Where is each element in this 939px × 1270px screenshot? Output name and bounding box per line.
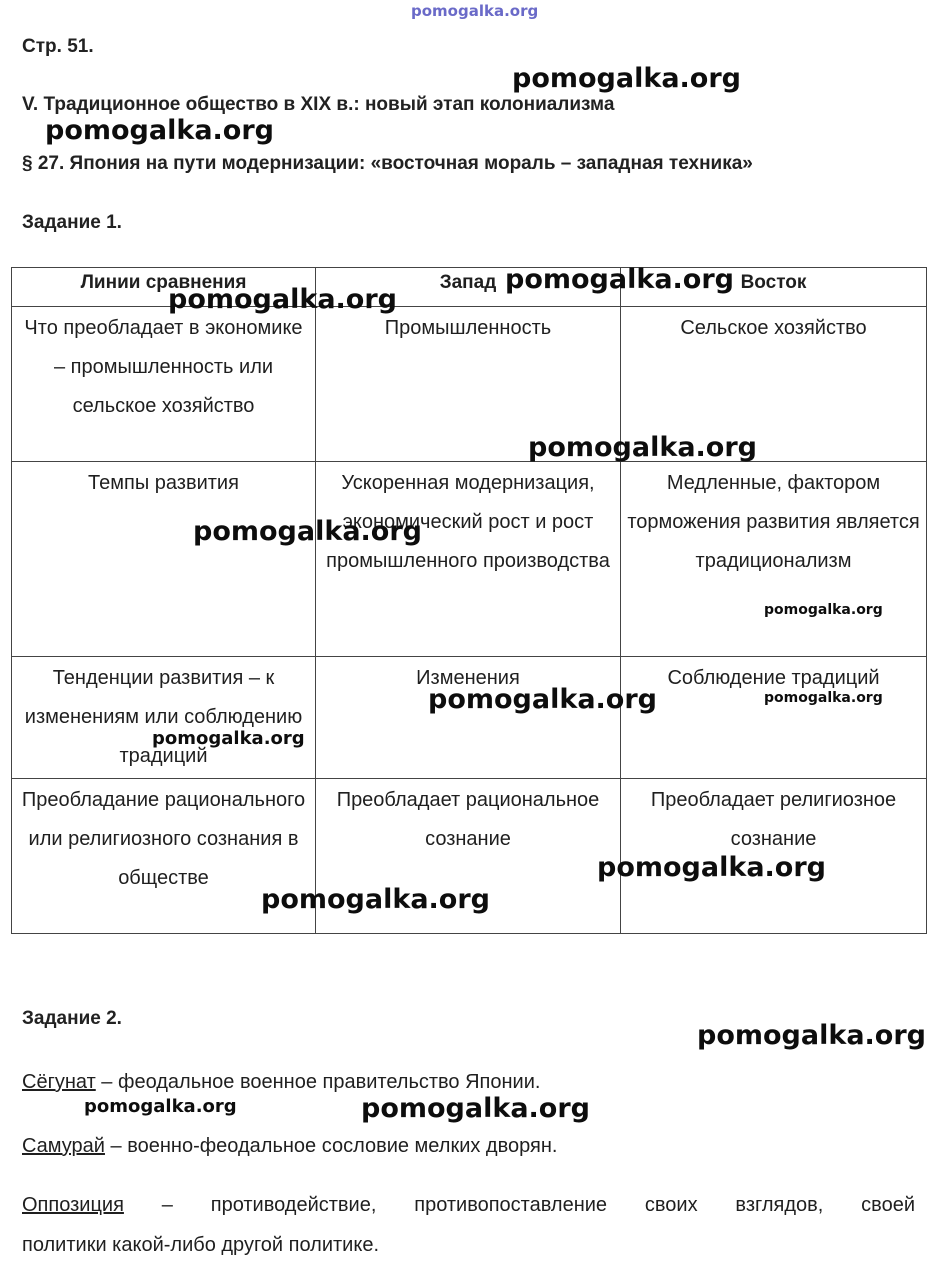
table-cell: Соблюдение традиций [621,657,927,779]
watermark: pomogalka.org [697,1020,926,1051]
table-cell: Медленные, фактором торможения развития является традиционализм [621,462,927,657]
table-row [12,462,927,657]
table-cell: Ускоренная модернизация, экономический рост и рост промышленного производства [316,462,621,657]
watermark: pomogalka.org [84,1096,237,1117]
table-row [12,657,927,779]
section-title: V. Традиционное общество в XIX в.: новый этап колониализма [22,94,615,115]
header-comparison-lines: Линии сравнения [12,268,316,307]
watermark: pomogalka.org [528,432,757,463]
term-shogunate: Сёгунат [22,1071,96,1093]
watermark: pomogalka.org [361,1093,590,1124]
comparison-table [11,267,927,934]
task1-title: Задание 1. [22,212,122,233]
term-opposition: Оппозиция [22,1194,124,1216]
table-cell: Изменения [316,657,621,779]
header-east: Восток [621,268,927,307]
watermark: pomogalka.org [45,115,274,146]
header-west: Запад [316,268,621,307]
table-cell: Сельское хозяйство [621,307,927,462]
watermark: pomogalka.org [505,264,734,295]
table-cell: Тенденции развития – к изменениям или соблюдению традиций [12,657,316,779]
paragraph-title: § 27. Япония на пути модернизации: «восточная мораль – западная техника» [22,153,753,174]
definition-opposition: – противодействие, противопоставление своих взглядов, своей [123,1194,915,1216]
table-cell: Преобладает религиозное сознание [621,779,927,934]
term-opposition-line [22,1194,915,1217]
table-cell: Промышленность [316,307,621,462]
watermark: pomogalka.org [261,884,490,915]
task2-title: Задание 2. [22,1008,122,1029]
watermark-top: pomogalka.org [411,2,539,20]
page-label: Стр. 51. [22,36,94,57]
watermark: pomogalka.org [764,690,883,706]
table-header-row [12,268,927,307]
table-cell: Темпы развития [12,462,316,657]
watermark: pomogalka.org [512,63,741,94]
table-cell: Преобладает рациональное сознание [316,779,621,934]
term-shogunate-line [22,1071,540,1094]
table-cell: Преобладание рационального или религиозного сознания в обществе [12,779,316,934]
definition-samurai: – военно-феодальное сословие мелких дворян. [104,1135,558,1157]
definition-shogunate: – феодальное военное правительство Японии. [95,1071,541,1093]
term-samurai: Самурай [22,1135,105,1157]
watermark: pomogalka.org [193,516,422,547]
table-row [12,307,927,462]
definition-opposition-continued: политики какой-либо другой политике. [22,1234,380,1256]
watermark: pomogalka.org [168,284,397,315]
term-samurai-line [22,1135,557,1158]
watermark: pomogalka.org [152,728,305,749]
table-cell: Что преобладает в экономике – промышленность или сельское хозяйство [12,307,316,462]
watermark: pomogalka.org [428,684,657,715]
watermark: pomogalka.org [764,602,883,618]
watermark: pomogalka.org [597,852,826,883]
